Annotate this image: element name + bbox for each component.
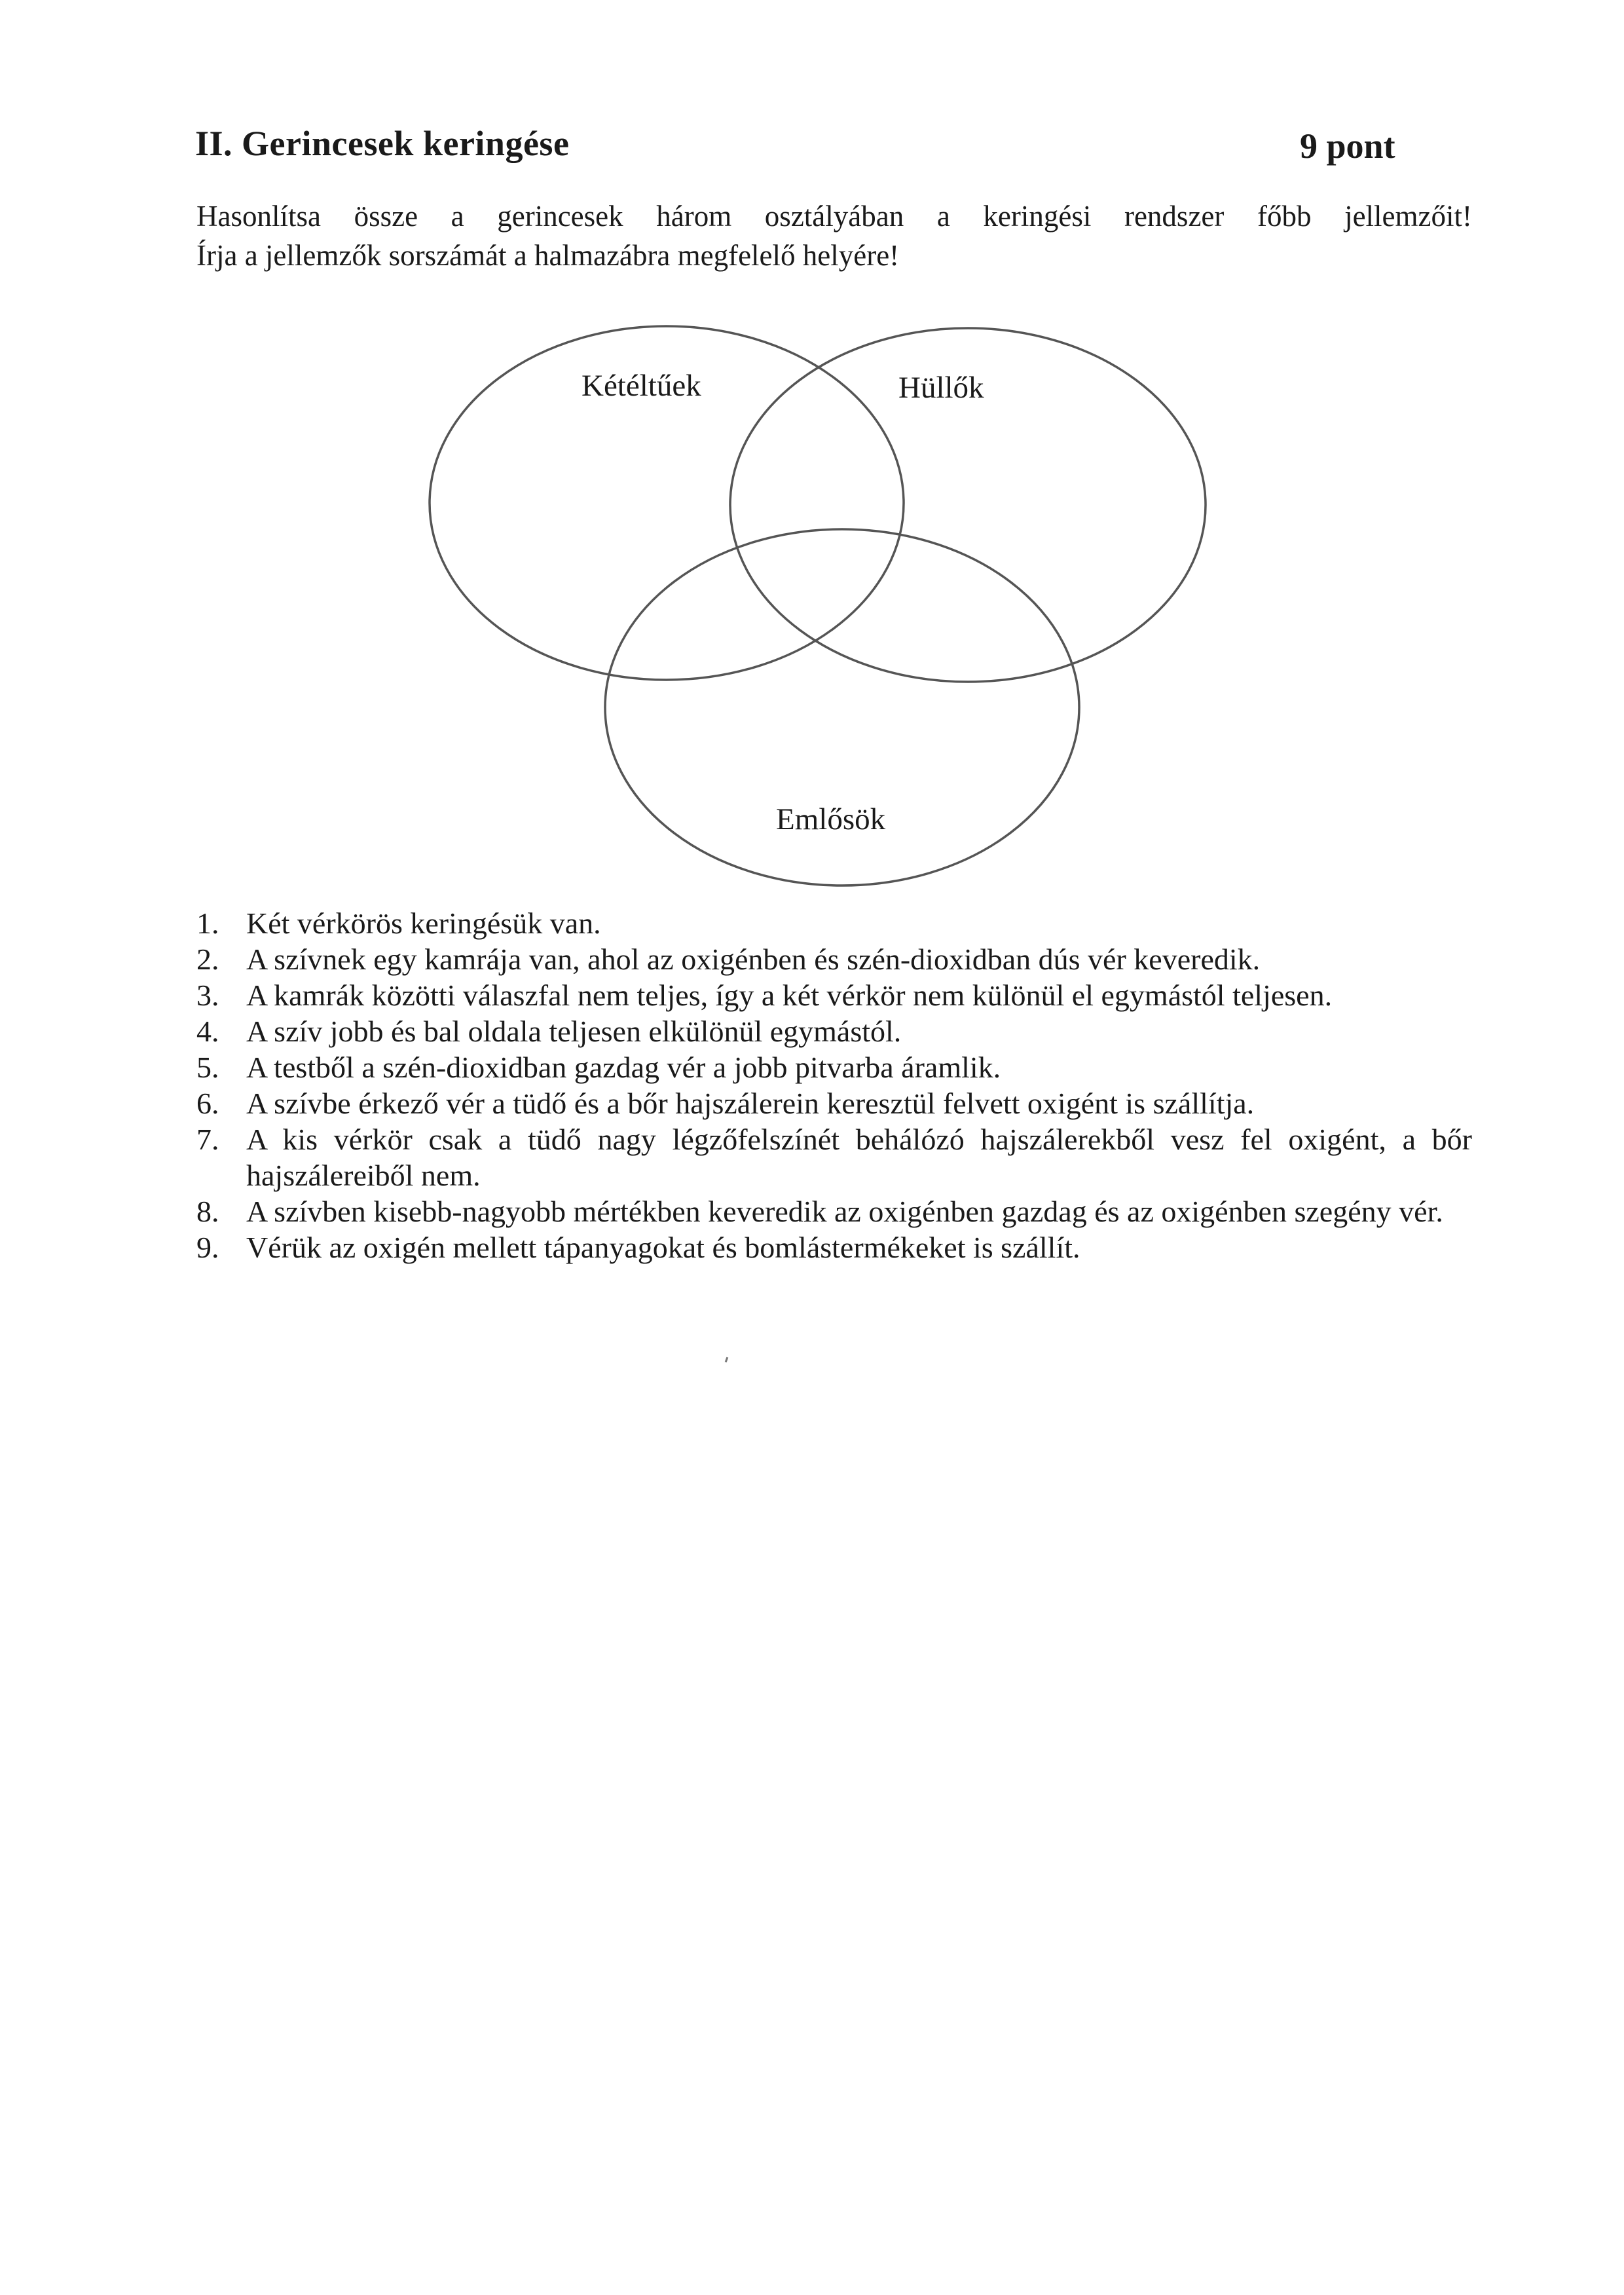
list-item <box>196 1193 1472 1229</box>
item-number: 8. <box>196 1195 219 1228</box>
item-text: A szívbe érkező vér a tüdő és a bőr hajszálerein keresztül felvett oxigént is szállítja. <box>246 1087 1255 1120</box>
list-item <box>196 905 1472 941</box>
item-number: 7. <box>196 1123 219 1156</box>
item-number: 4. <box>196 1015 219 1048</box>
item-text: A szívben kisebb-nagyobb mértékben keveredik az oxigénben gazdag és az oxigénben szegény vér. <box>246 1195 1443 1228</box>
item-text: Vérük az oxigén mellett tápanyagokat és bomlástermékeket is szállít. <box>246 1231 1080 1264</box>
instruction-line-2: Írja a jellemzők sorszámát a halmazábra megfelelő helyére! <box>196 239 900 272</box>
list-item <box>196 1085 1472 1121</box>
venn-label-ketelt-uek: Kétéltűek <box>581 369 701 403</box>
instruction-line-1: Hasonlítsa össze a gerincesek három osztályában a keringési rendszer főbb jellemzőit! <box>196 200 1472 233</box>
list-item <box>196 941 1472 977</box>
item-number: 2. <box>196 942 219 976</box>
item-number: 6. <box>196 1087 219 1120</box>
scan-speck <box>725 1357 729 1363</box>
item-text: A szív jobb és bal oldala teljesen elkülönül egymástól. <box>246 1015 902 1048</box>
item-number: 1. <box>196 906 219 940</box>
points-label: 9 pont <box>1300 126 1395 166</box>
characteristics-list <box>196 905 1472 1265</box>
item-number: 3. <box>196 979 219 1012</box>
list-item <box>196 977 1472 1013</box>
item-text: Két vérkörös keringésük van. <box>246 906 601 940</box>
venn-diagram <box>0 0 1624 917</box>
venn-label-hullok: Hüllők <box>898 371 984 405</box>
section-title: II. Gerincesek keringése <box>195 124 570 163</box>
list-item <box>196 1049 1472 1085</box>
venn-label-emlosok: Emlősök <box>776 802 886 836</box>
item-text: A szívnek egy kamrája van, ahol az oxigénben és szén-dioxidban dús vér keveredik. <box>246 942 1261 976</box>
list-item <box>196 1229 1472 1265</box>
item-number: 5. <box>196 1051 219 1084</box>
list-item <box>196 1013 1472 1049</box>
item-text: A testből a szén-dioxidban gazdag vér a jobb pitvarba áramlik. <box>246 1051 1001 1084</box>
item-number: 9. <box>196 1231 219 1264</box>
item-text: A kamrák közötti válaszfal nem teljes, így a két vérkör nem különül el egymástól teljesen. <box>246 979 1333 1012</box>
item-text: A kis vérkör csak a tüdő nagy légzőfelszínét behálózó hajszálerekből vesz fel oxigént, a bőr hajszálereiből nem. <box>246 1123 1472 1192</box>
list-item <box>196 1121 1472 1193</box>
